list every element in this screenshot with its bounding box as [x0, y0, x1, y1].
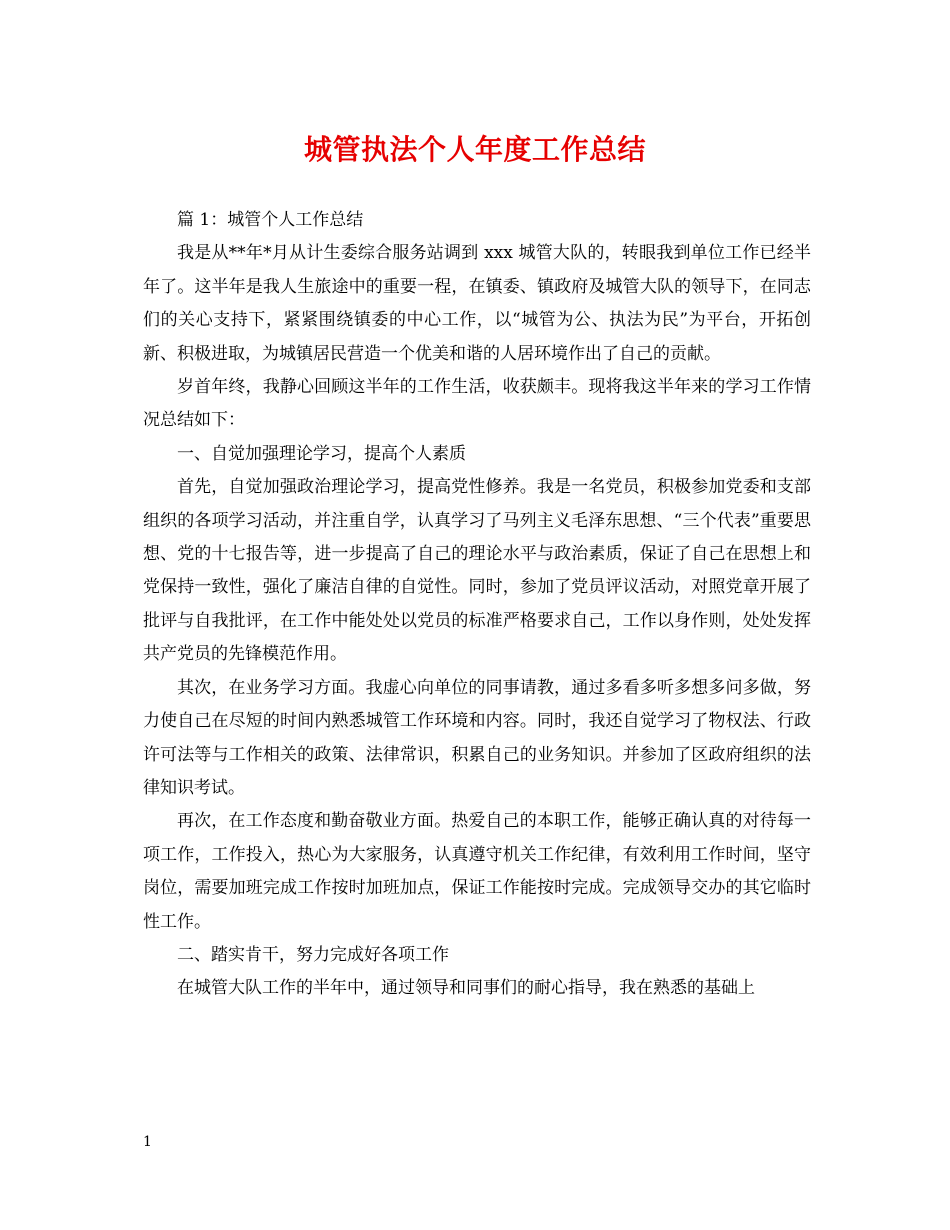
document-title: 城管执法个人年度工作总结	[303, 133, 646, 166]
page-number: 1	[143, 1134, 152, 1150]
paragraph-review: 岁首年终，我静心回顾这半年的工作生活，收获颇丰。现将我这半年来的学习工作情况总结如下：	[143, 377, 811, 431]
paragraph-work-progress: 在城管大队工作的半年中，通过领导和同事们的耐心指导，我在熟悉的基础上	[177, 978, 755, 999]
document-body	[143, 204, 811, 1006]
paragraph-section-heading: 篇 1：城管个人工作总结	[177, 210, 364, 230]
paragraph-intro: 我是从**年*月从计生委综合服务站调到 xxx 城管大队的，转眼我到单位工作已经半年了。这半年是我人生旅途中的重要一程，在镇委、镇政府及城管大队的领导下，在同志们的关心支持下，紧紧围绕镇委的中心工作，以“城管为公、执法为民”为平台，开拓创新、积极进取，为城镇居民营造一个优美和谐的人居环境作出了自己的贡献。	[143, 243, 811, 364]
paragraph-business-study: 其次，在业务学习方面。我虚心向单位的同事请教，通过多看多听多想多问多做，努力使自己在尽短的时间内熟悉城管工作环境和内容。同时，我还自觉学习了物权法、行政许可法等与工作相关的政策、法律常识，积累自己的业务知识。并参加了区政府组织的法律知识考试。	[143, 677, 811, 798]
paragraph-work-attitude: 再次，在工作态度和勤奋敬业方面。热爱自己的本职工作，能够正确认真的对待每一项工作，工作投入，热心为大家服务，认真遵守机关工作纪律，有效利用工作时间，坚守岗位，需要加班完成工作按时加班加点，保证工作能按时完成。完成领导交办的其它临时性工作。	[143, 811, 811, 932]
paragraph-political-study: 首先，自觉加强政治理论学习，提高党性修养。我是一名党员，积极参加党委和支部组织的各项学习活动，并注重自学，认真学习了马列主义毛泽东思想、“三个代表”重要思想、党的十七报告等，进一步提高了自己的理论水平与政治素质，保证了自己在思想上和党保持一致性，强化了廉洁自律的自觉性。同时，参加了党员评议活动，对照党章开展了批评与自我批评，在工作中能处处以党员的标准严格要求自己，工作以身作则，处处发挥共产党员的先锋模范作用。	[143, 477, 811, 665]
paragraph-heading-one: 一、自觉加强理论学习，提高个人素质	[177, 443, 466, 464]
paragraph-heading-two: 二、踏实肯干，努力完成好各项工作	[177, 944, 449, 965]
